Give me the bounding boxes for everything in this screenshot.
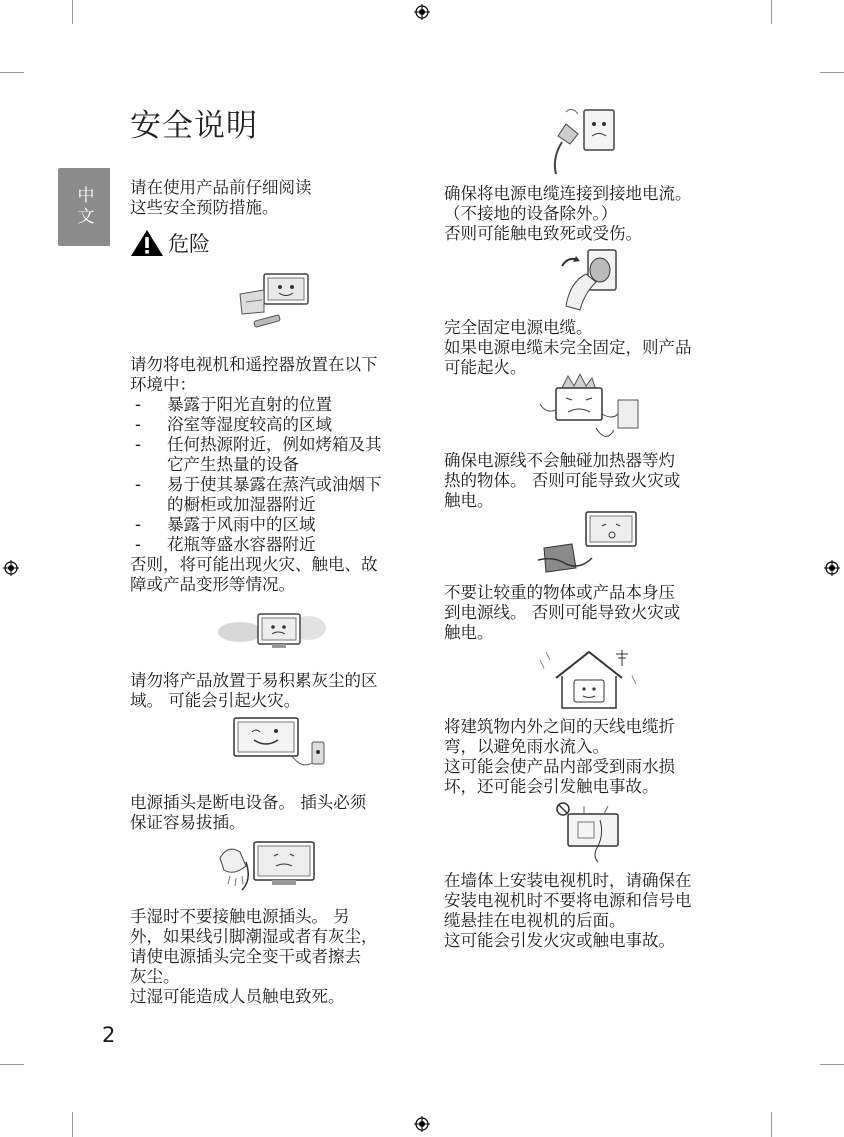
ground-line: 否则可能触电致死或受伤。 [444,224,642,243]
crop-mark [820,72,844,73]
wet-line: 灰尘。 [130,967,180,986]
wall-mount-warning [444,871,692,951]
wet-hands-warning [130,907,378,1007]
heavy-object-warning [444,583,680,643]
crop-mark [72,1112,73,1137]
heater-line: 触电。 [444,491,494,510]
antenna-line: 弯，以避免雨水流入。 [444,737,609,756]
ground-plug-illustration [540,104,620,178]
crop-mark [820,1064,844,1065]
heavy-line: 触电。 [444,623,494,642]
crop-mark [0,72,24,73]
env-list-item: - 易于使其暴露在蒸汽或油烟下 [130,475,382,495]
env-intro-line: 环境中： [130,375,196,394]
intro-text [130,178,312,218]
ground-line: 确保将电源电缆连接到接地电流。 [444,184,692,203]
fix-line: 完全固定电源电缆。 [444,318,593,337]
fix-cable-warning [444,318,692,378]
environment-warning [130,355,382,595]
plug-line: 保证容易拔插。 [130,813,246,832]
danger-heading [130,228,210,258]
wall-line: 这可能会引发火灾或触电事故。 [444,931,675,950]
ground-warning [444,184,692,244]
heater-line: 确保电源线不会触碰加热器等灼 [444,451,675,470]
page-title: 安全说明 [130,108,258,144]
wall-line: 安装电视机时不要将电源和信号电 [444,891,692,910]
plug-line: 电源插头是断电设备。 插头必须 [130,793,367,812]
env-list-item: - 暴露于风雨中的区域 [130,515,382,535]
registration-mark-icon [414,4,430,20]
wall-mount-illustration [554,800,626,864]
antenna-line: 将建筑物内外之间的天线电缆折 [444,717,675,736]
wall-line: 在墙体上安装电视机时，请确保在 [444,871,692,890]
intro-line: 这些安全预防措施。 [130,198,279,217]
wet-hands-illustration [212,836,324,894]
env-list-item-cont: 的橱柜或加湿器附近 [167,495,316,514]
fire-illustration [536,374,642,446]
heater-warning [444,451,680,511]
heater-line: 热的物体。 否则可能导致火灾或 [444,471,681,490]
crop-mark [771,1112,772,1137]
language-tab: 中文 [58,168,110,246]
env-list-item: - 花瓶等盛水容器附近 [130,535,382,555]
wet-line: 过湿可能造成人员触电致死。 [130,987,345,1006]
ground-line: （不接地的设备除外。） [444,204,618,223]
wet-line: 手湿时不要接触电源插头。 另 [130,907,350,926]
env-list-item: - 任何热源附近，例如烤箱及其 [130,435,382,455]
registration-mark-icon [824,560,840,576]
antenna-warning [444,717,675,797]
danger-label: 危险 [168,232,210,256]
antenna-house-illustration [536,646,642,710]
heavy-object-illustration [536,508,642,576]
env-list-item: - 暴露于阳光直射的位置 [130,395,382,415]
antenna-line: 这可能会使产品内部受到雨水损 [444,757,675,776]
dust-line: 域。 可能会引起火灾。 [130,691,301,710]
wet-line: 请使电源插头完全变干或者擦去 [130,947,361,966]
heavy-line: 到电源线。 否则可能导致火灾或 [444,603,681,622]
fix-cable-illustration [556,246,622,312]
plug-illustration [232,716,330,772]
page-number: 2 [102,1023,116,1047]
tv-remote-illustration [234,270,314,332]
wall-line: 缆悬挂在电视机的后面。 [444,911,626,930]
heavy-line: 不要让较重的物体或产品本身压 [444,583,675,602]
fix-line: 可能起火。 [444,358,527,377]
crop-mark [72,0,73,24]
env-list-item: - 浴室等湿度较高的区域 [130,415,382,435]
plug-note [130,793,366,833]
dust-illustration [212,604,332,656]
env-list-item-cont: 它产生热量的设备 [167,455,299,474]
antenna-line: 坏，还可能会引发触电事故。 [444,777,659,796]
env-outro-line: 否则，将可能出现火灾、触电、故 [130,555,378,574]
crop-mark [0,1064,24,1065]
env-outro-line: 障或产品变形等情况。 [130,575,295,594]
dust-warning [130,671,378,711]
wet-line: 外，如果线引脚潮湿或者有灰尘， [130,927,378,946]
crop-mark [771,0,772,24]
registration-mark-icon [3,560,19,576]
env-intro-line: 请勿将电视机和遥控器放置在以下 [130,355,378,374]
registration-mark-icon [414,1116,430,1132]
warning-triangle-icon [130,229,164,257]
fix-line: 如果电源电缆未完全固定，则产品 [444,338,692,357]
dust-line: 请勿将产品放置于易积累灰尘的区 [130,671,378,690]
intro-line: 请在使用产品前仔细阅读 [130,178,312,197]
